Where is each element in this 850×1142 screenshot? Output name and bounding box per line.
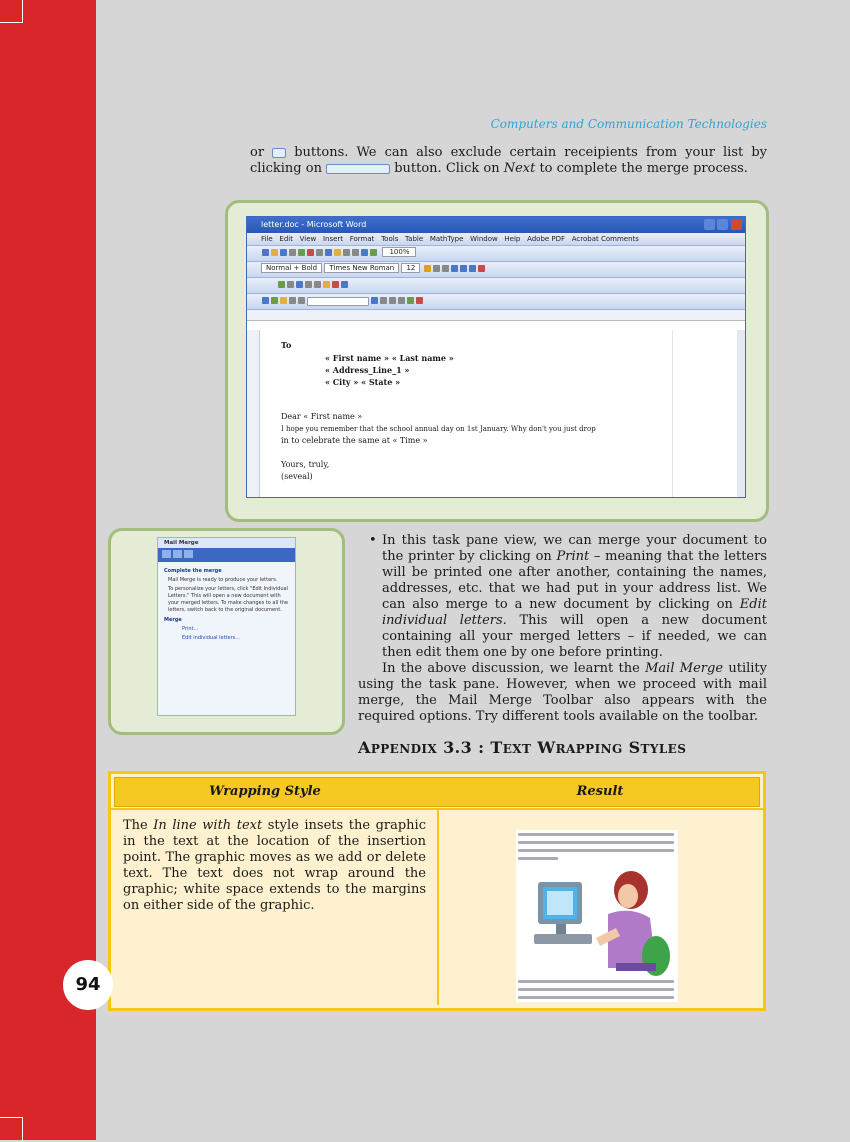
insert-word-field-box	[307, 297, 369, 306]
horizontal-ruler	[247, 310, 745, 321]
heading-part: PPENDIX	[370, 742, 438, 756]
doc-address-1: « First name » « Last name »	[325, 353, 454, 363]
blurred-text-line	[518, 833, 674, 836]
pane-nav-icons	[158, 548, 295, 562]
para2-text-2: utility using the task pane. However, when we proceed with mail merge, the Mail Merge Toolbar also appears with the required options. Try different tools available on the toolbar.	[358, 661, 767, 724]
main-document-icon	[262, 297, 269, 304]
rect-icon	[305, 281, 312, 288]
bullet-text-2: – meaning that the letters will be printed one after another, containing the names, addresses, etc. that we had put in your address list. We can also merge to a new document by clicking on	[382, 549, 767, 612]
heading-part: EXT	[502, 742, 532, 756]
next-record-icon	[398, 297, 405, 304]
arrow-icon	[296, 281, 303, 288]
address-block-icon	[289, 297, 296, 304]
merge-to-doc-icon	[407, 297, 414, 304]
paste-icon	[334, 249, 341, 256]
bullet-paragraph	[358, 533, 767, 661]
word-menu-bar	[247, 233, 745, 246]
page-number: 94	[63, 960, 113, 1010]
save-icon	[280, 249, 287, 256]
word-window-title: letter.doc - Microsoft Word	[261, 220, 367, 229]
cut-icon	[316, 249, 323, 256]
pane-merge-label: Merge	[164, 617, 182, 623]
exclude-recipient-button-icon	[326, 164, 390, 174]
line-icon	[287, 281, 294, 288]
menu-file: File	[261, 235, 273, 243]
intro-text-3: button. Click on	[390, 161, 504, 176]
heading-part: RAPPING	[555, 742, 623, 756]
menu-edit: Edit	[279, 235, 293, 243]
bullet-text-3: This will open a new document containing all your merged letters – if needed, we can then edit them one by one before printing.	[382, 613, 767, 660]
blurred-text-line	[518, 988, 674, 991]
discussion-paragraph	[358, 661, 767, 725]
clipart-icon	[341, 281, 348, 288]
doc-to: To	[281, 340, 292, 350]
blurred-text-line	[518, 849, 674, 852]
crop-mark-bottom	[0, 1117, 23, 1142]
blurred-text-line	[518, 996, 674, 999]
appendix-heading	[358, 738, 686, 757]
inline-wrap-result-image	[516, 830, 678, 1002]
maximize-icon	[717, 219, 728, 230]
align-center-icon	[460, 265, 467, 272]
bullet-print-term: Print	[556, 549, 590, 564]
prev-record-icon	[389, 297, 396, 304]
table-header-row	[114, 777, 760, 807]
table-icon	[370, 249, 377, 256]
blurred-text-line	[518, 980, 674, 983]
header-result: Result	[576, 784, 624, 799]
hyperlink-icon	[361, 249, 368, 256]
cell-text-2: style insets the graphic in the text at the location of the insertion point. The graphic moves as we add or delete text. The text does not wrap around the graphic; white space extends to the margins on either side of the graphic.	[123, 818, 426, 913]
word-document-area	[247, 330, 672, 497]
doc-closing-1: Yours, truly,	[281, 460, 330, 469]
underline-icon	[442, 265, 449, 272]
align-right-icon	[469, 265, 476, 272]
bullet-text-1: In this task pane view, we can merge your document to the printer by clicking on	[382, 533, 767, 564]
open-icon	[271, 249, 278, 256]
style-box: Normal + Bold	[261, 263, 322, 273]
italic-icon	[433, 265, 440, 272]
menu-mathtype: MathType	[429, 235, 464, 243]
greeting-icon	[298, 297, 305, 304]
align-left-icon	[451, 265, 458, 272]
pane-print-link: Print...	[182, 626, 199, 632]
standard-toolbar	[247, 246, 745, 262]
home-icon	[184, 550, 193, 558]
heading-part: T	[490, 738, 503, 757]
table-cell-description	[123, 818, 426, 914]
undo-icon	[343, 249, 350, 256]
first-record-icon	[380, 297, 387, 304]
merge-to-printer-icon	[416, 297, 423, 304]
font-color-icon	[478, 265, 485, 272]
bold-icon	[424, 265, 431, 272]
draw-icon	[278, 281, 285, 288]
intro-text-4: to complete the merge process.	[535, 161, 748, 176]
running-head: Computers and Communication Technologies	[490, 117, 767, 131]
close-icon	[731, 219, 742, 230]
spell-icon	[307, 249, 314, 256]
mail-merge-toolbar	[247, 294, 745, 310]
para2-text-1: In the above discussion, we learnt the	[382, 661, 646, 676]
menu-table: Table	[405, 235, 424, 243]
menu-tools: Tools	[381, 235, 399, 243]
doc-address-2: « Address_Line_1 »	[325, 365, 410, 375]
formatting-toolbar	[247, 262, 745, 278]
body-text-block	[358, 533, 767, 725]
recipients-icon	[280, 297, 287, 304]
para2-mail-merge-term: Mail Merge	[645, 661, 724, 676]
minimize-icon	[704, 219, 715, 230]
cell-style-name: In line with text	[153, 818, 263, 833]
zoom-box: 100%	[382, 247, 416, 257]
pane-text-2: To personalize your letters, click "Edit Individual Letters." This will open a new document with your merged letters. To make changes to all the letters, switch back to the original document.	[168, 586, 289, 613]
document-margin	[672, 330, 746, 497]
doc-salutation: Dear « First name »	[281, 412, 363, 421]
heading-part: A	[358, 738, 371, 757]
oval-icon	[314, 281, 321, 288]
pane-section-title: Complete the merge	[164, 568, 222, 574]
wordart-icon	[332, 281, 339, 288]
intro-text-2: buttons. We can also exclude certain receipients from your list by clicking on	[250, 145, 767, 176]
vertical-ruler	[247, 330, 260, 497]
preview-icon	[298, 249, 305, 256]
heading-part: TYLES	[640, 742, 687, 756]
menu-window: Window	[470, 235, 498, 243]
intro-text-1: or	[250, 145, 273, 160]
inline-button-icon	[272, 148, 286, 158]
doc-body-1: I hope you remember that the school annual day on 1st January. Why don't you just drop	[281, 425, 596, 433]
textbox-icon	[323, 281, 330, 288]
intro-next-term: Next	[503, 161, 536, 176]
computer-user-clipart-icon	[516, 868, 678, 978]
doc-address-3: « City » « State »	[325, 377, 401, 387]
print-icon	[289, 249, 296, 256]
menu-help: Help	[504, 235, 521, 243]
word-window-screenshot	[246, 216, 746, 498]
drawing-toolbar	[247, 278, 745, 294]
menu-acrobat-comments: Acrobat Comments	[571, 235, 639, 243]
menu-insert: Insert	[322, 235, 344, 243]
blurred-text-line	[518, 841, 674, 844]
word-title-bar	[247, 217, 745, 233]
new-icon	[262, 249, 269, 256]
pane-edit-letters-link: Edit individual letters...	[182, 635, 241, 641]
vertical-scrollbar	[737, 330, 745, 497]
size-box: 12	[401, 263, 420, 273]
pane-title: Mail Merge	[158, 538, 295, 548]
doc-closing-2: (seveal)	[281, 472, 313, 481]
doc-body-2: in to celebrate the same at « Time »	[281, 436, 428, 445]
cell-text-1: The	[123, 818, 154, 833]
heading-part: S	[622, 738, 641, 757]
wrapping-styles-table	[108, 771, 766, 1011]
pane-text-1: Mail Merge is ready to produce your letters.	[168, 577, 278, 583]
column-divider	[437, 808, 439, 1005]
bullet-icon: •	[369, 533, 377, 548]
back-icon	[162, 550, 171, 558]
blurred-text-line	[518, 857, 558, 860]
font-box: Times New Roman	[324, 263, 399, 273]
redo-icon	[352, 249, 359, 256]
view-merged-icon	[371, 297, 378, 304]
heading-part: 3.3 :	[437, 738, 491, 757]
menu-adobe-pdf: Adobe PDF	[527, 235, 566, 243]
mail-merge-task-pane	[157, 537, 296, 716]
crop-mark-top	[0, 0, 23, 23]
copy-icon	[325, 249, 332, 256]
intro-paragraph	[250, 145, 767, 177]
forward-icon	[173, 550, 182, 558]
menu-format: Format	[349, 235, 375, 243]
heading-part: W	[531, 738, 556, 757]
open-data-source-icon	[271, 297, 278, 304]
menu-view: View	[299, 235, 317, 243]
header-wrapping-style: Wrapping Style	[209, 784, 321, 799]
bullet-edit-term: Edit individual letters.	[382, 597, 767, 628]
